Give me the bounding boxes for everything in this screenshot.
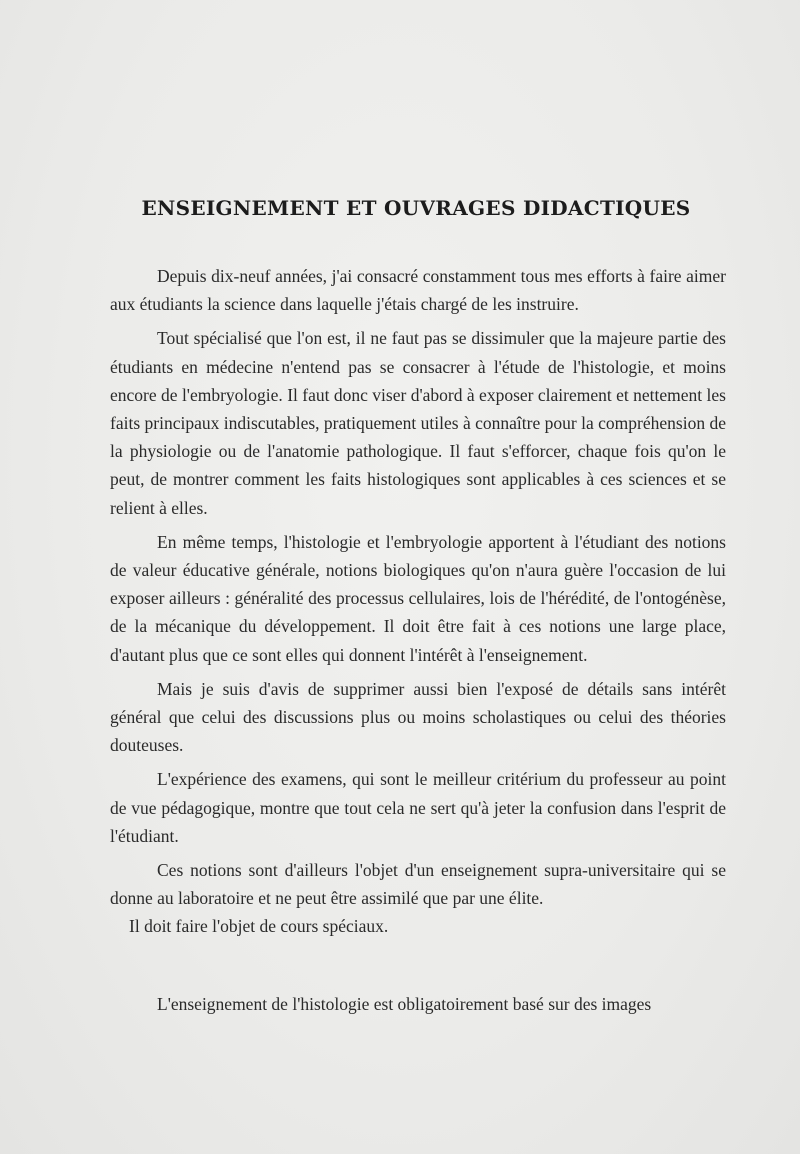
paragraph-2: Tout spécialisé que l'on est, il ne faut pas se dissimuler que la majeure partie des étudiants en médecine n'entend pas se consacrer à l'étude de l'histologie, et moins encore de l'embryologie. Il faut donc viser d'abord à exposer clairement et nettement les faits principaux indiscutables, pratiquement utiles à connaître pour la compréhension de la physiologie ou de l'anatomie pathologique. Il faut s'efforcer, chaque fois qu'on le peut, de montrer comment les faits histologiques sont applicables à ces sciences et se relient à elles. <box>110 328 726 518</box>
paragraph-7: Il doit faire l'objet de cours spéciaux. <box>129 916 389 937</box>
paragraph-4: Mais je suis d'avis de supprimer aussi bien l'exposé de détails sans intérêt général que celui des discussions plus ou moins scholastiques ou celui des théories douteuses. <box>110 678 726 756</box>
section-gap <box>110 947 726 990</box>
page-title: ENSEIGNEMENT ET OUVRAGES DIDACTIQUES <box>141 196 691 220</box>
paragraph-8: L'enseignement de l'histologie est obligatoirement basé sur des images <box>157 993 652 1014</box>
paragraph-5: L'expérience des examens, qui sont le meilleur critérium du professeur au point de vue pédagogique, montre que tout cela ne sert qu'à jeter la confusion dans l'esprit de l'étudiant. <box>110 769 726 846</box>
paragraph-3: En même temps, l'histologie et l'embryologie apportent à l'étudiant des notions de valeur éducative générale, notions biologiques qu'on n'aura guère l'occasion de lui exposer ailleurs : généralité des processus cellulaires, lois de l'hérédité, de l'ontogénèse, de la mécanique du développement. Il doit être fait à ces notions une large place, d'autant plus que ce sont elles qui donnent l'intérêt à l'enseignement. <box>110 531 726 665</box>
body-text <box>110 262 726 1024</box>
paragraph-6: Ces notions sont d'ailleurs l'objet d'un enseignement supra-universitaire qui se donne au laboratoire et ne peut être assimilé que par une élite. <box>110 860 726 909</box>
paragraph-1: Depuis dix-neuf années, j'ai consacré constamment tous mes efforts à faire aimer aux étudiants la science dans laquelle j'étais chargé de les instruire. <box>110 266 726 315</box>
